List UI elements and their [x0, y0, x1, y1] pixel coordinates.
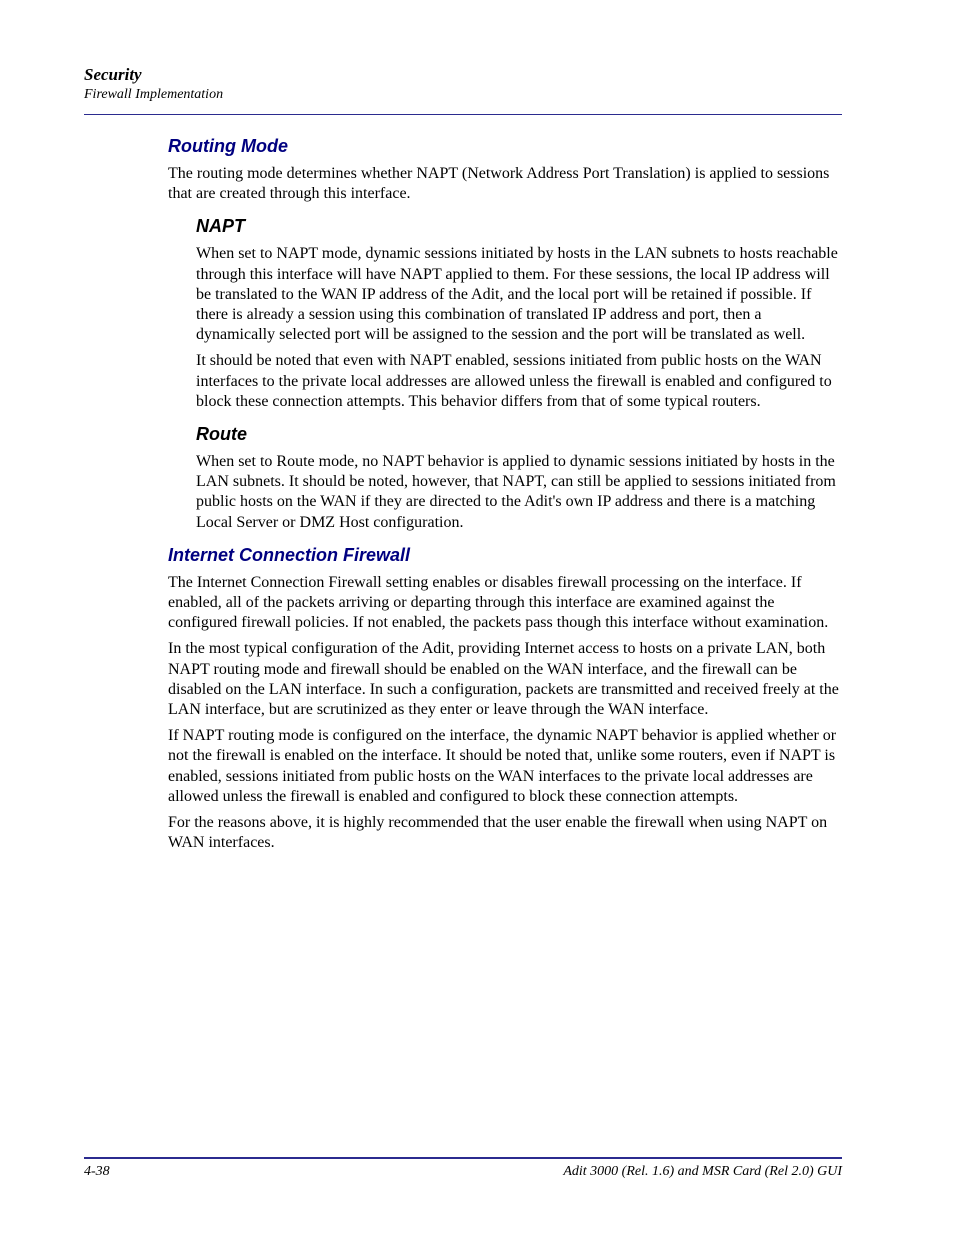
firewall-paragraph-2: In the most typical configuration of the Adit, providing Internet access to hosts on a private LAN, both NAPT routing mode and firewall should be enabled on the WAN interface, and the firewall can be disabled on the LAN interface. In such a configuration, packets are transmitted and received freely at the LAN interface, but are scrutinized as they enter or leave through the WAN interface.	[168, 640, 839, 719]
heading-napt: NAPT	[196, 216, 245, 237]
firewall-paragraph-1: The Internet Connection Firewall setting enables or disables firewall processing on the interface. If enabled, all of the packets arriving or departing through this interface are examined against the configured firewall policies. If not enabled, the packets pass though this interface without examination.	[168, 573, 829, 632]
footer-doc-title: Adit 3000 (Rel. 1.6) and MSR Card (Rel 2.0) GUI	[563, 1164, 842, 1179]
page-number: 4-38	[84, 1164, 110, 1179]
napt-paragraph-2: It should be noted that even with NAPT enabled, sessions initiated from public hosts on the WAN interfaces to the private local addresses are allowed unless the firewall is enabled and configured to block these connection attempts. This behavior differs from that of some typical routers.	[196, 352, 832, 410]
heading-route: Route	[196, 424, 247, 445]
header-title: Security	[84, 65, 142, 84]
napt-paragraph-1: When set to NAPT mode, dynamic sessions initiated by hosts in the LAN subnets to hosts reachable through this interface will have NAPT applied to them. For these sessions, the local IP address will be translated to the WAN IP address of the Adit, and the local port will be retained if possible. If there is already a session using this combination of translated IP address and port, then a dynamically selected port will be assigned to the session and the port will be translated as well.	[196, 245, 838, 344]
footer-rule	[84, 1157, 842, 1159]
running-header	[84, 64, 223, 104]
firewall-paragraph-3: If NAPT routing mode is configured on the interface, the dynamic NAPT behavior is applied whether or not the firewall is enabled on the interface. It should be noted that, unlike some routers, even if NAPT is enabled, sessions initiated from public hosts on the WAN interfaces to the private local addresses are allowed unless the firewall is enabled and configured to block these connection attempts.	[168, 727, 837, 805]
routing-mode-intro: The routing mode determines whether NAPT (Network Address Port Translation) is applied to sessions that are created through this interface.	[168, 165, 830, 203]
page-body	[168, 134, 842, 859]
heading-routing-mode: Routing Mode	[168, 136, 288, 156]
firewall-paragraph-4: For the reasons above, it is highly recommended that the user enable the firewall when using NAPT on WAN interfaces.	[168, 814, 828, 852]
heading-internet-connection-firewall: Internet Connection Firewall	[168, 544, 411, 565]
header-rule	[84, 114, 842, 115]
route-paragraph-1: When set to Route mode, no NAPT behavior is applied to dynamic sessions initiated by hosts in the LAN subnets. It should be noted, however, that NAPT, can still be applied to sessions initiated from public hosts on the WAN if they are directed to the Adit's own IP address and there is a matching Local Server or DMZ Host configuration.	[196, 453, 836, 531]
header-subtitle: Firewall Implementation	[84, 87, 224, 102]
